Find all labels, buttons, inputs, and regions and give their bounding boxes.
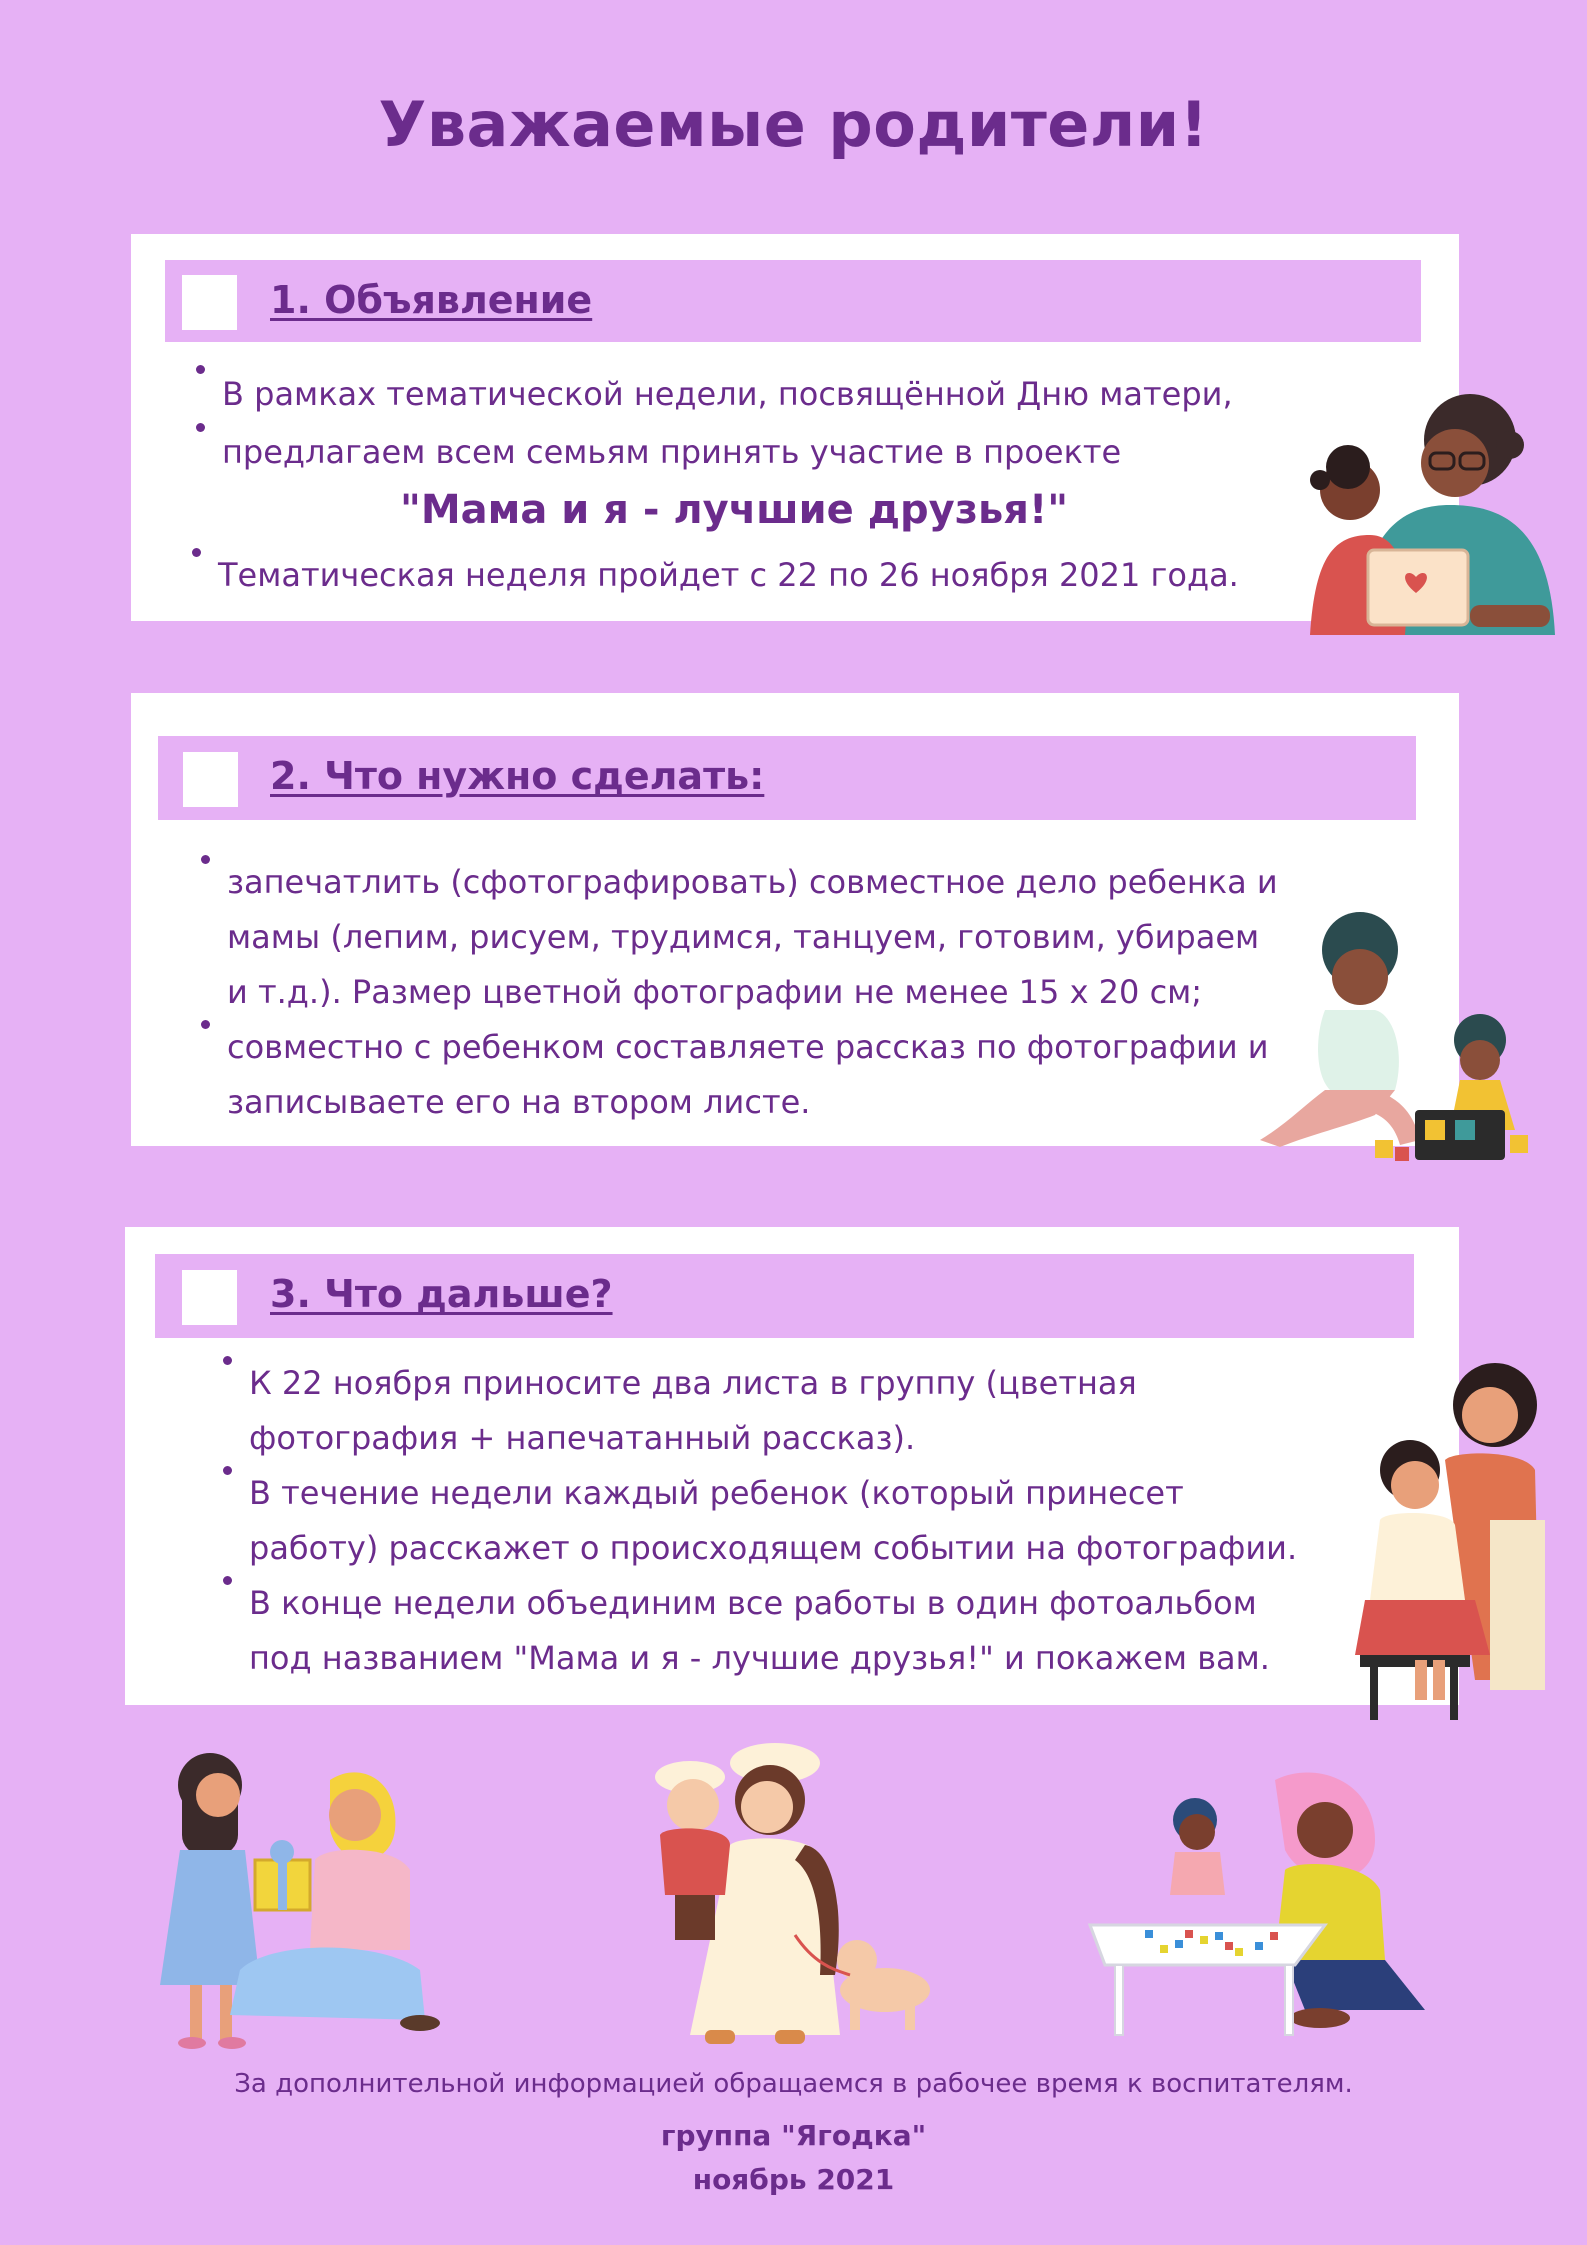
mother-carrying-child-with-dog-illustration [645, 1735, 945, 2055]
mother-child-playing-illustration [1255, 915, 1575, 1175]
bullet-list [219, 1466, 1184, 1521]
mother-braiding-hair-illustration [1355, 1360, 1555, 1720]
footer-date: ноябрь 2021 [692, 2163, 895, 2196]
bullet-list [197, 1020, 1269, 1075]
list-item: В рамках тематической недели, посвящённой Дню матери, [222, 365, 1233, 423]
list-item-continuation: работу) расскажет о происходящем событии на фотографии. [249, 1529, 1298, 1567]
list-item-continuation: мамы (лепим, рисуем, трудимся, танцуем, готовим, убираем [227, 918, 1260, 956]
list-item: В конце недели объединим все работы в один фотоальбом [249, 1576, 1257, 1631]
section-heading: 3. Что дальше? [270, 1272, 613, 1316]
section-checkbox [183, 752, 238, 807]
list-item: предлагаем всем семьям принять участие в проекте [222, 423, 1233, 481]
mother-child-puzzle-illustration [1085, 1760, 1460, 2050]
bullet-list [219, 1356, 1137, 1411]
project-title-quote: "Мама и я - лучшие друзья!" [400, 487, 1069, 533]
footer-group: группа "Ягодка" [660, 2119, 927, 2152]
mother-daughter-laptop-illustration [1290, 385, 1570, 635]
list-item: К 22 ноября приносите два листа в группу (цветная [249, 1356, 1137, 1411]
list-item: Тематическая неделя пройдет с 22 по 26 ноября 2021 года. [218, 548, 1239, 602]
section-heading: 1. Объявление [270, 278, 593, 322]
list-item-continuation: и т.д.). Размер цветной фотографии не менее 15 х 20 см; [227, 973, 1203, 1011]
list-item-continuation: записываете его на втором листе. [227, 1083, 811, 1121]
list-item-continuation: под названием "Мама и я - лучшие друзья!" и покажем вам. [249, 1639, 1270, 1677]
bullet-list [219, 1576, 1257, 1631]
page-title: Уважаемые родители! [378, 88, 1209, 161]
section-checkbox [182, 275, 237, 330]
footer-info: За дополнительной информацией обращаемся в рабочее время к воспитателям. [234, 2069, 1353, 2099]
section-heading: 2. Что нужно сделать: [270, 754, 765, 798]
bullet-list [192, 365, 1233, 481]
list-item-continuation: фотография + напечатанный рассказ). [249, 1419, 916, 1457]
list-item: запечатлить (сфотографировать) совместное дело ребенка и [227, 855, 1278, 910]
list-item: совместно с ребенком составляете рассказ по фотографии и [227, 1020, 1269, 1075]
bullet-list [197, 855, 1278, 910]
section-checkbox [182, 1270, 237, 1325]
bullet-list [188, 548, 1239, 602]
list-item: В течение недели каждый ребенок (который принесет [249, 1466, 1184, 1521]
girl-giving-gift-illustration [150, 1740, 450, 2050]
